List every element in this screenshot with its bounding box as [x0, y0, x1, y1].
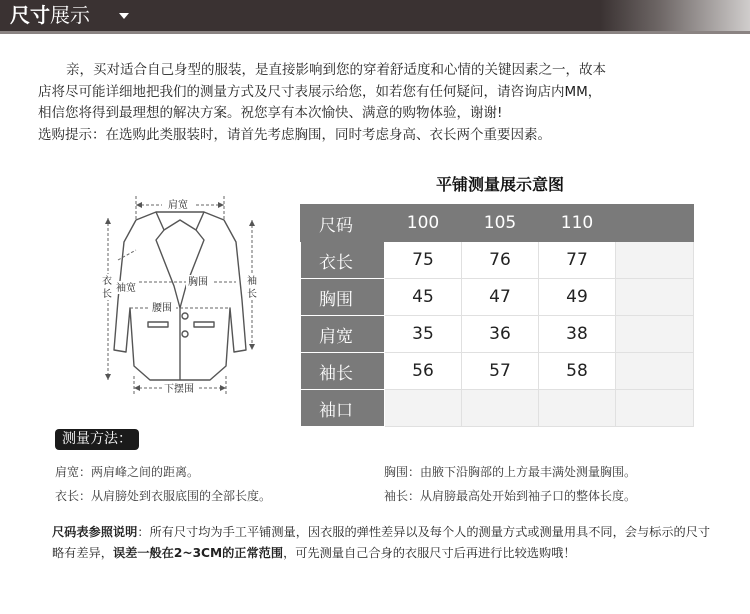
label-armpit: 袖宽: [116, 283, 136, 294]
header-title-bold: 尺寸: [10, 3, 50, 27]
row-value: [462, 390, 539, 427]
table-title: 平铺测量展示意图: [435, 175, 564, 194]
row-value: 56: [385, 353, 462, 390]
row-blank: [616, 279, 694, 316]
table-row: [301, 316, 694, 353]
table-header-row: [301, 205, 694, 242]
table-row: [301, 390, 694, 427]
row-value: 75: [385, 242, 462, 279]
header-gradient: [600, 0, 750, 31]
header-size: 100: [385, 205, 462, 242]
method-chest: 胸围：由腋下沿胸部的上方最丰满处测量胸围。: [384, 465, 637, 479]
note-text-2: ，可先测量自己合身的衣服尺寸后再进行比较选购哦！: [283, 546, 576, 560]
row-value: 47: [462, 279, 539, 316]
table-row: [301, 279, 694, 316]
row-value: 45: [385, 279, 462, 316]
label-hem: 下摆围: [164, 384, 194, 395]
row-value: [385, 390, 462, 427]
label-shoulder: 肩宽: [168, 200, 188, 211]
label-length-1: 衣: [102, 276, 112, 287]
row-value: 38: [539, 316, 616, 353]
header-size: 105: [462, 205, 539, 242]
row-value: 36: [462, 316, 539, 353]
row-blank: [616, 390, 694, 427]
section-header: [0, 0, 750, 34]
table-row: [301, 353, 694, 390]
label-chest: 胸围: [188, 277, 208, 288]
row-value: 57: [462, 353, 539, 390]
row-label: 衣长: [301, 242, 385, 279]
method-sleeve: 袖长：从肩膀最高处开始到袖子口的整体长度。: [384, 489, 637, 503]
intro-line-4: 选购提示：在选购此类服装时，请首先考虑胸围，同时考虑身高、衣长两个重要因素。: [38, 126, 551, 143]
intro-line-2: 店将尽可能详细地把我们的测量方式及尺寸表展示给您，如若您有任何疑问，请咨询店内MM，: [38, 83, 602, 100]
header-title-rest: 展示: [50, 3, 90, 27]
row-label: 胸围: [301, 279, 385, 316]
row-value: [539, 390, 616, 427]
intro-line-1: 亲，买对适合自己身型的服装，是直接影响到您的穿着舒适度和心情的关键因素之一，故本: [66, 62, 606, 78]
row-blank: [616, 353, 694, 390]
header-band: [0, 0, 600, 31]
label-sleeve-2: 长: [247, 289, 257, 300]
row-blank: [616, 316, 694, 353]
method-shoulder: 肩宽：两肩峰之间的距离。: [55, 465, 200, 479]
note-text-1: ：所有尺寸均为手工平铺测量，因衣服的弹性差异以及每个人的测量方式或测量用具不同，会与标示的尺寸略有差异，: [52, 525, 711, 560]
label-length-2: 长: [102, 289, 112, 300]
jacket-measure-diagram: [90, 190, 270, 405]
row-value: 35: [385, 316, 462, 353]
table-row: [301, 242, 694, 279]
caret-down-icon: [119, 13, 129, 19]
row-blank: [616, 242, 694, 279]
label-waist: 腰围: [152, 303, 172, 314]
row-value: 49: [539, 279, 616, 316]
header-blank: [616, 205, 694, 242]
header-size: 110: [539, 205, 616, 242]
intro-text: [38, 60, 718, 146]
size-note: [52, 522, 722, 564]
header-underline: [0, 31, 750, 34]
note-bold-1: 尺码表参照说明: [52, 525, 138, 539]
row-label: 袖长: [301, 353, 385, 390]
intro-line-3: 相信您将得到最理想的解决方案。祝您享有本次愉快、满意的购物体验，谢谢!: [38, 105, 503, 121]
row-value: 58: [539, 353, 616, 390]
row-value: 77: [539, 242, 616, 279]
row-value: 76: [462, 242, 539, 279]
note-bold-2: 误差一般在2~3CM的正常范围: [112, 546, 284, 560]
method-length: 衣长：从肩膀处到衣服底围的全部长度。: [55, 489, 272, 503]
row-label: 袖口: [301, 390, 385, 427]
label-sleeve-1: 袖: [247, 276, 257, 287]
row-label: 肩宽: [301, 316, 385, 353]
method-badge: 测量方法：: [55, 429, 139, 450]
header-title: [10, 2, 90, 29]
size-table: [300, 204, 694, 427]
header-label: 尺码: [301, 205, 385, 242]
